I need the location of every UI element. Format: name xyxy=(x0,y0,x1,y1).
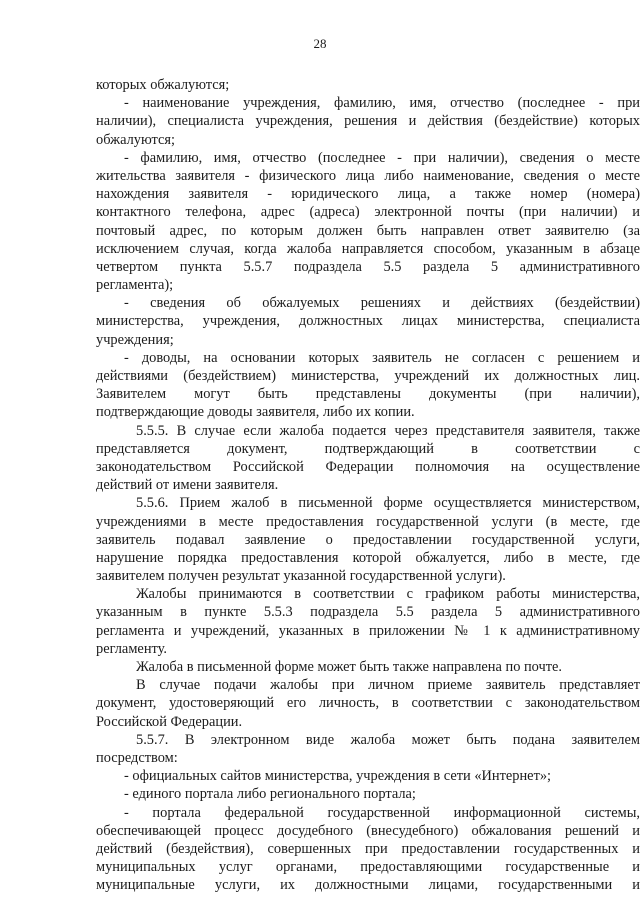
text-line: Жалоба в письменной форме может быть также направлена по почте. xyxy=(136,659,563,675)
text-line: - фамилию, имя, отчество (последнее - при наличии), сведения о месте xyxy=(124,149,640,166)
text-line: заявитель подавал заявление о предоставлении государственной услуги, xyxy=(96,531,640,548)
text-line: законодательством Российской Федерации полномочия на осуществление xyxy=(96,458,640,475)
text-line: учреждения; xyxy=(96,331,174,348)
text-line: Жалобы принимаются в соответствии с графиком работы министерства, xyxy=(136,586,640,603)
text-line: подтверждающие доводы заявителя, либо их копии. xyxy=(96,404,415,421)
text-line: регламента и учреждений, указанных в приложении № 1 к административному xyxy=(96,622,640,639)
text-line: министерства, учреждения, должностных лицах министерства, специалиста xyxy=(96,313,640,330)
text-line: - наименование учреждения, фамилию, имя, отчество (последнее - при xyxy=(124,95,640,112)
text-line: почтовый адрес, по которым должен быть направлен ответ заявителю (за xyxy=(96,222,640,239)
text-line: Заявителем могут быть представлены документы (при наличии), xyxy=(96,386,640,403)
text-line: - официальных сайтов министерства, учреждения в сети «Интернет»; xyxy=(124,768,552,785)
text-line: указанным в пункте 5.5.3 подраздела 5.5 раздела 5 административного xyxy=(96,604,640,621)
text-line: посредством: xyxy=(96,749,178,766)
text-line: представляется документ, подтверждающий в соответствии с xyxy=(96,440,640,457)
text-line: нахождения заявителя - юридического лица, а также номер (номера) xyxy=(96,186,640,203)
text-line: регламента); xyxy=(96,277,174,294)
text-line: действиями (бездействием) министерства, учреждений их должностных лиц. xyxy=(96,368,640,384)
text-line: документ, удостоверяющий его личность, в соответствии с законодательством xyxy=(96,695,640,712)
text-line: - портала федеральной государственной информационной системы, xyxy=(124,804,640,821)
text-line: действий от имени заявителя. xyxy=(96,477,279,494)
text-line: обжалуются; xyxy=(96,131,176,148)
text-line: регламенту. xyxy=(96,640,167,657)
document-body xyxy=(96,76,640,894)
text-line: муниципальные услуги, их должностными лицами, государственными и xyxy=(96,877,640,894)
text-line: 5.5.5. В случае если жалоба подается через представителя заявителя, также xyxy=(136,422,640,439)
page-number: 28 xyxy=(313,36,327,51)
text-line: заявителем получен результат указанной государственной услуги). xyxy=(96,568,506,585)
text-line: - сведения об обжалуемых решениях и действиях (бездействии) xyxy=(124,295,640,312)
text-line: которых обжалуются; xyxy=(96,77,230,93)
text-line: четвертом пункта 5.5.7 подраздела 5.5 раздела 5 административного xyxy=(96,258,640,275)
text-line: муниципальных услуг органами, предоставляющими государственные и xyxy=(96,859,640,876)
text-line: наличии), специалиста учреждения, решения и действия (бездействие) которых xyxy=(96,113,640,130)
text-line: действий (бездействия), совершенных при предоставлении государственных и xyxy=(96,840,640,857)
text-line: - единого портала либо регионального портала; xyxy=(124,786,416,803)
text-line: обеспечивающей процесс досудебного (внесудебного) обжалования решений и xyxy=(96,822,640,839)
text-line: учреждениями в месте предоставления государственной услуги (в месте, где xyxy=(96,513,640,530)
text-line: Российской Федерации. xyxy=(96,713,243,730)
text-line: контактного телефона, адрес (адреса) электронной почты (при наличии) и xyxy=(96,204,640,221)
text-line: исключением случая, когда жалоба направляется способом, указанным в абзаце xyxy=(96,240,640,257)
text-line: - доводы, на основании которых заявитель не согласен с решением и xyxy=(124,349,640,366)
text-line: жительства заявителя - физического лица либо наименование, сведения о месте xyxy=(96,167,640,184)
text-line: В случае подачи жалобы при личном приеме заявитель представляет xyxy=(136,677,640,694)
text-line: 5.5.7. В электронном виде жалоба может быть подана заявителем xyxy=(136,731,640,748)
text-line: нарушение порядка предоставления которой обжалуется, либо в месте, где xyxy=(96,549,640,566)
text-line: 5.5.6. Прием жалоб в письменной форме осуществляется министерством, xyxy=(136,495,640,512)
